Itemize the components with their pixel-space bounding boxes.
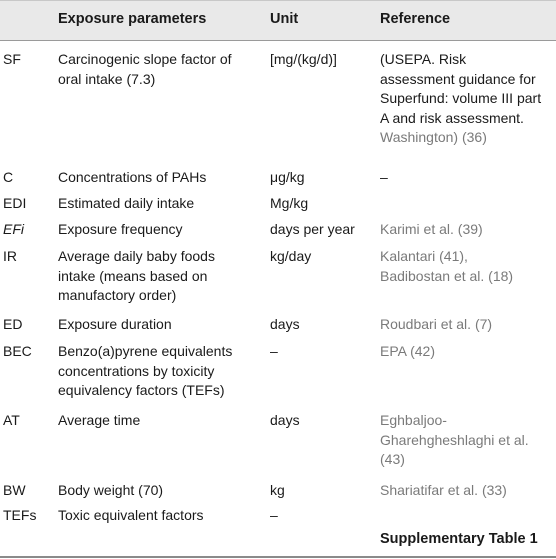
header-unit: Unit (270, 11, 299, 27)
row-bec-ref[interactable]: EPA (42) (380, 343, 435, 359)
ref-line: A and risk assessment. (380, 109, 524, 126)
ref-line[interactable]: Eghbaljoo- (380, 412, 447, 428)
row-c-abbr: C (3, 169, 14, 185)
row-sf-unit: [mg/(kg/d)] (270, 51, 337, 67)
ref-line: Superfund: volume III part (380, 90, 542, 106)
param-line: Average daily baby foods (58, 248, 215, 264)
row-ed-abbr: ED (3, 316, 23, 332)
row-bec-abbr: BEC (3, 343, 32, 359)
row-ed-ref[interactable]: Roudbari et al. (7) (380, 316, 493, 332)
header-rule (0, 40, 556, 41)
row-tefs-unit: – (270, 507, 278, 523)
row-bec-param (58, 342, 232, 401)
row-at-param: Average time (58, 412, 141, 428)
row-c-unit: μg/kg (270, 169, 305, 185)
row-efi-abbr: EFi (3, 221, 24, 237)
row-bw-param: Body weight (70) (58, 482, 164, 498)
row-efi-unit: days per year (270, 221, 355, 237)
ref-link[interactable]: Washington) (36) (380, 129, 487, 145)
row-ir-unit: kg/day (270, 248, 312, 264)
row-ed-unit: days (270, 316, 300, 332)
row-sf-param (58, 50, 232, 89)
row-edi-abbr: EDI (3, 195, 27, 211)
row-ed-param: Exposure duration (58, 316, 172, 332)
row-sf-abbr: SF (3, 51, 21, 67)
row-c-ref: – (380, 169, 388, 185)
param-line: Carcinogenic slope factor of (58, 51, 232, 67)
row-tefs-param: Toxic equivalent factors (58, 507, 204, 523)
row-efi-param: Exposure frequency (58, 221, 183, 237)
row-bw-abbr: BW (3, 482, 26, 498)
param-line: manufactory order) (58, 287, 177, 303)
row-ir-param (58, 247, 215, 306)
row-efi-ref[interactable]: Karimi et al. (39) (380, 221, 483, 237)
row-sf-ref (380, 50, 541, 148)
row-bw-ref[interactable]: Shariatifar et al. (33) (380, 482, 507, 498)
header-exposure-parameters: Exposure parameters (58, 11, 207, 27)
row-tefs-abbr: TEFs (3, 507, 37, 523)
ref-line[interactable]: (43) (380, 451, 405, 467)
row-ir-ref[interactable] (380, 247, 513, 286)
row-at-ref[interactable] (380, 411, 529, 470)
row-edi-unit: Mg/kg (270, 195, 309, 211)
row-c-param: Concentrations of PAHs (58, 169, 207, 185)
ref-line[interactable]: Gharehgheshlaghi et al. (380, 431, 529, 448)
bottom-rule (0, 556, 556, 558)
row-at-abbr: AT (3, 412, 20, 428)
param-line: oral intake (7.3) (58, 70, 156, 87)
ref-line[interactable]: Badibostan et al. (18) (380, 267, 514, 284)
param-line: intake (means based on (58, 267, 208, 284)
header-reference: Reference (380, 11, 451, 27)
param-line: concentrations by toxicity (58, 362, 215, 379)
supplementary-table-link[interactable]: Supplementary Table 1 (380, 531, 538, 547)
row-bw-unit: kg (270, 482, 285, 498)
row-ir-abbr: IR (3, 248, 17, 264)
param-line: Benzo(a)pyrene equivalents (58, 343, 233, 359)
param-line: equivalency factors (TEFs) (58, 382, 225, 398)
row-edi-param: Estimated daily intake (58, 195, 195, 211)
ref-line: (USEPA. Risk (380, 51, 467, 67)
ref-line: assessment guidance for (380, 70, 536, 87)
row-at-unit: days (270, 412, 300, 428)
ref-line[interactable]: Kalantari (41), (380, 248, 468, 264)
row-bec-unit: – (270, 343, 278, 359)
